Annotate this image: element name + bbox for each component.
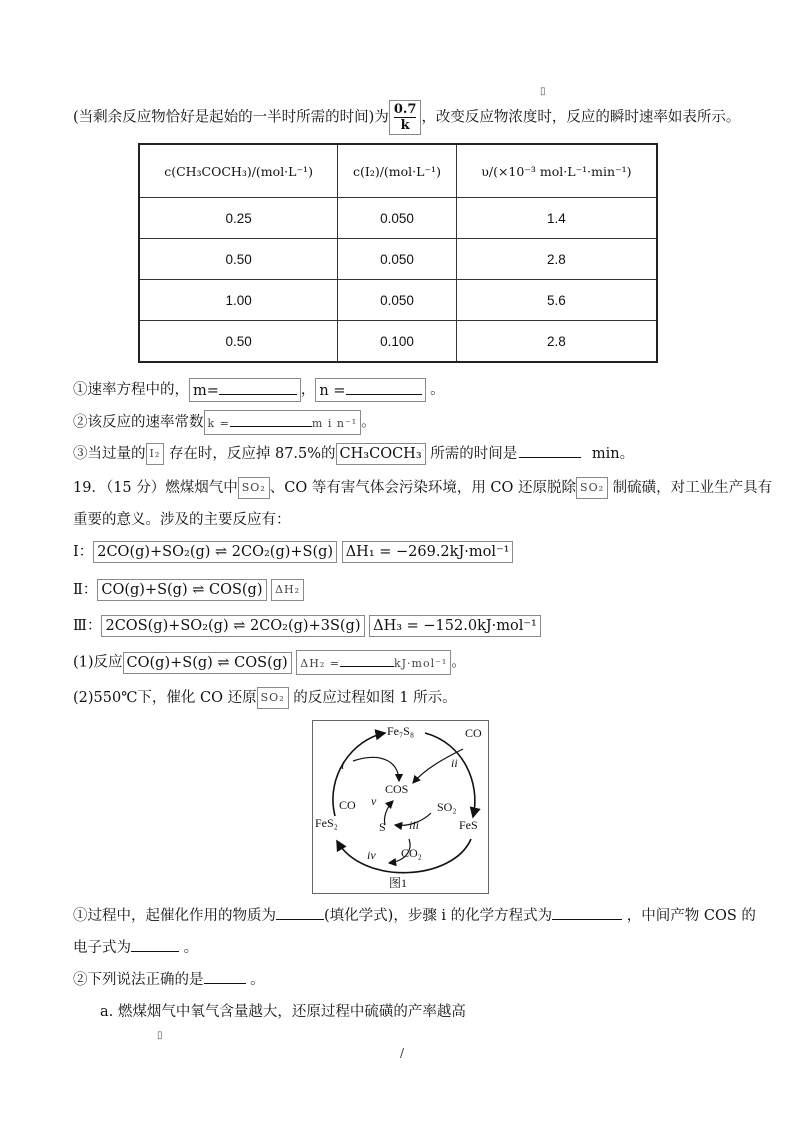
sub1-text-e: 。 [183, 940, 199, 956]
label-fe7s8: Fe₇S₈ [387, 724, 415, 738]
cycle-diagram [313, 721, 488, 893]
table-cell: 2.8 [456, 239, 657, 280]
table-cell: 1.00 [139, 280, 338, 321]
q18-l3-b: 存在时，反应掉 87.5%的 [168, 446, 336, 462]
reaction-cycle-figure [312, 720, 489, 894]
table-cell: 0.050 [338, 239, 457, 280]
label-step-iii: iii [409, 818, 420, 832]
intro-before: (当剩余反应物恰好是起始的一半时所需的时间)为 [73, 109, 389, 126]
label-co-left: CO [339, 798, 356, 812]
q18-l3-unit: min。 [591, 446, 635, 462]
so2-formula-3: SO₂ [257, 687, 289, 709]
fraction-denominator: k [400, 118, 410, 133]
so2-formula: SO₂ [238, 477, 270, 499]
n-answer-box[interactable] [315, 378, 425, 402]
m-blank[interactable] [219, 380, 297, 395]
q19-l1-a: 19．（15 分）燃煤烟气中 [73, 480, 238, 496]
dh2-label: ΔH₂ = [300, 657, 340, 670]
dh2-unit: kJ·mol⁻¹ [393, 657, 448, 670]
page-mark-bottom: ▯ [157, 1030, 163, 1041]
rate-table [138, 143, 658, 363]
reaction-1-equation: 2CO(g)+SO₂(g) ⇌ 2CO₂(g)+S(g) [93, 541, 337, 563]
reaction-3 [73, 614, 541, 637]
reaction-3-equation: 2COS(g)+SO₂(g) ⇌ 2CO₂(g)+3S(g) [101, 615, 364, 637]
table-row [139, 198, 657, 239]
sub1-text-b: (填化学式)，步骤 i 的化学方程式为 [324, 908, 553, 924]
part1-line [73, 650, 466, 675]
reaction-3-enthalpy: ΔH₃ = −152.0kJ·mol⁻¹ [369, 615, 541, 637]
table-row [139, 280, 657, 321]
label-step-ii: ii [451, 756, 458, 770]
q18-l1-text: ①速率方程中的， [73, 382, 189, 398]
reaction-1-enthalpy: ΔH₁ = −269.2kJ·mol⁻¹ [342, 541, 514, 563]
correct-options-blank[interactable] [204, 969, 246, 984]
table-cell: 0.050 [338, 280, 457, 321]
table-cell: 0.50 [139, 321, 338, 363]
reaction-1-label: Ⅰ： [73, 544, 94, 560]
table-cell: 0.100 [338, 321, 457, 363]
q18-line2 [73, 410, 376, 435]
q18-l2-text: ②该反应的速率常数 [73, 414, 204, 431]
intro-after: ，改变反应物浓度时，反应的瞬时速率如表所示。 [421, 109, 741, 126]
table-cell: 0.25 [139, 198, 338, 239]
q19-line2: 重要的意义。涉及的主要反应有： [73, 512, 291, 528]
k-answer-box[interactable] [204, 410, 362, 435]
option-a: a. 燃煤烟气中氧气含量越大，还原过程中硫磺的产率越高 [100, 1004, 466, 1020]
sub1-line1 [73, 904, 756, 925]
label-cos: COS [385, 782, 409, 796]
label-step-i: i [341, 758, 345, 772]
part2-text-a: (2)550℃下，催化 CO 还原 [73, 690, 257, 706]
catalyst-blank[interactable] [276, 905, 324, 920]
m-label: m= [193, 383, 219, 399]
part1-text: (1)反应 [73, 654, 123, 671]
k-blank[interactable] [230, 412, 312, 427]
table-header-row [139, 144, 657, 198]
label-co-top: CO [465, 726, 482, 740]
label-fes: FeS [459, 818, 478, 832]
header-iodine-conc: c(I₂)/(mol·L⁻¹) [338, 144, 457, 198]
q19-l1-b: 、CO 等有害气体会污染环境，用 CO 还原脱除 [269, 480, 577, 496]
sub2-text-b: 。 [250, 972, 265, 988]
k-unit: m i n⁻¹ [311, 417, 358, 430]
sub2-line [73, 968, 265, 989]
q18-l2-end: 。 [361, 414, 376, 431]
label-step-v: v [371, 794, 377, 808]
intro-line [73, 100, 740, 135]
q18-line1 [73, 378, 445, 402]
q18-l3-a: ③当过量的 [73, 446, 146, 462]
header-acetone-conc: c(CH₃COCH₃)/(mol·L⁻¹) [139, 144, 338, 198]
step-i-equation-blank[interactable] [552, 905, 622, 920]
dh2-answer-box[interactable] [296, 650, 451, 675]
time-blank[interactable] [519, 443, 581, 458]
page-mark-top: ▯ [540, 86, 546, 97]
q18-line3 [73, 442, 634, 465]
table-cell: 1.4 [456, 198, 657, 239]
reaction-2-enthalpy: ΔH₂ [271, 579, 304, 601]
reaction-2 [73, 578, 304, 601]
m-answer-box[interactable] [189, 378, 301, 402]
table-cell: 0.050 [338, 198, 457, 239]
sub1-text-d: 电子式为 [73, 940, 131, 956]
q18-l1-sep: ， [300, 382, 316, 398]
label-step-iv: iv [367, 848, 376, 862]
half-life-fraction [389, 100, 422, 135]
sub1-text-c: ，中间产物 COS 的 [626, 908, 756, 924]
n-label: n = [319, 383, 346, 399]
q18-l3-c: 所需的时间是 [430, 446, 518, 462]
reaction-3-label: Ⅲ： [73, 618, 102, 634]
dh2-blank[interactable] [340, 652, 394, 667]
part2-line [73, 686, 457, 709]
q19-l1-c: 制硫磺，对工业生产具有 [612, 480, 773, 496]
label-so2: SO₂ [437, 800, 457, 814]
part1-end: 。 [451, 654, 466, 671]
arrow-i [353, 757, 399, 781]
q18-l1-end: 。 [430, 382, 445, 398]
reaction-1 [73, 540, 513, 563]
table-cell: 2.8 [456, 321, 657, 363]
label-co2: CO₂ [401, 846, 422, 860]
n-blank[interactable] [346, 380, 422, 395]
reaction-2-equation: CO(g)+S(g) ⇌ COS(g) [97, 579, 266, 601]
table-row [139, 239, 657, 280]
part2-text-b: 的反应过程如图 1 所示。 [293, 690, 457, 706]
part1-equation: CO(g)+S(g) ⇌ COS(g) [123, 652, 292, 674]
reaction-2-label: Ⅱ： [73, 582, 98, 598]
cos-electron-formula-blank[interactable] [131, 937, 179, 952]
acetone-formula: CH₃COCH₃ [336, 443, 426, 465]
sub2-text-a: ②下列说法正确的是 [73, 972, 204, 988]
table-cell: 5.6 [456, 280, 657, 321]
table-cell: 0.50 [139, 239, 338, 280]
page-number: / [400, 1046, 405, 1060]
label-fes2: FeS₂ [315, 816, 338, 830]
q19-line1 [73, 476, 772, 499]
arrow-v [384, 801, 393, 825]
header-rate: υ/(×10⁻³ mol·L⁻¹·min⁻¹) [456, 144, 657, 198]
sub1-line2 [73, 936, 198, 957]
so2-formula-2: SO₂ [576, 477, 608, 499]
i2-formula: I₂ [146, 443, 165, 465]
k-label: k = [207, 417, 230, 430]
table-row [139, 321, 657, 363]
fraction-numerator: 0.7 [393, 102, 417, 117]
figure-caption: 图1 [389, 876, 408, 890]
sub1-text-a: ①过程中，起催化作用的物质为 [73, 908, 276, 924]
label-s: S [379, 820, 386, 834]
